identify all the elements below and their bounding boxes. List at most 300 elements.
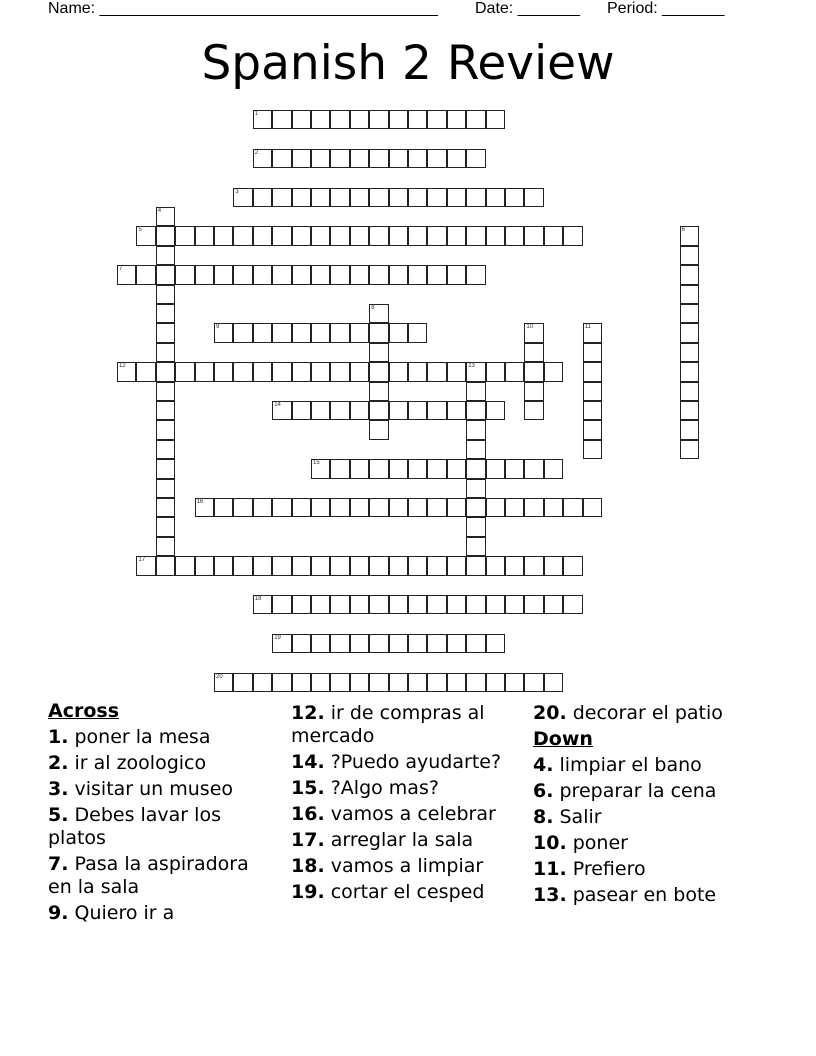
- grid-cell[interactable]: [311, 459, 330, 478]
- grid-cell[interactable]: [233, 362, 252, 381]
- grid-cell[interactable]: [427, 362, 446, 381]
- grid-cell[interactable]: [311, 498, 330, 517]
- grid-cell[interactable]: [505, 498, 524, 517]
- grid-cell[interactable]: [330, 226, 349, 245]
- grid-cell[interactable]: [389, 634, 408, 653]
- grid-cell[interactable]: [389, 401, 408, 420]
- grid-cell[interactable]: [330, 595, 349, 614]
- grid-cell[interactable]: [330, 459, 349, 478]
- clue-number: 16: [196, 499, 204, 505]
- grid-cell[interactable]: [583, 440, 602, 459]
- grid-cell[interactable]: [408, 401, 427, 420]
- grid-cell[interactable]: [311, 188, 330, 207]
- grid-cell[interactable]: [563, 498, 582, 517]
- grid-cell[interactable]: [447, 459, 466, 478]
- grid-cell[interactable]: [486, 362, 505, 381]
- grid-cell[interactable]: [680, 382, 699, 401]
- grid-cell[interactable]: [214, 673, 233, 692]
- grid-cell[interactable]: [330, 498, 349, 517]
- grid-cell[interactable]: [175, 265, 194, 284]
- grid-cell[interactable]: [156, 362, 175, 381]
- grid-cell[interactable]: [330, 673, 349, 692]
- grid-cell[interactable]: [233, 673, 252, 692]
- grid-cell[interactable]: [272, 362, 291, 381]
- grid-cell[interactable]: [136, 556, 155, 575]
- grid-cell[interactable]: [350, 110, 369, 129]
- clue-across-20: 20. decorar el patio: [533, 702, 723, 724]
- grid-cell[interactable]: [156, 517, 175, 536]
- grid-cell[interactable]: [524, 556, 543, 575]
- grid-cell[interactable]: [233, 498, 252, 517]
- grid-cell[interactable]: [311, 556, 330, 575]
- grid-cell[interactable]: [369, 420, 388, 439]
- clue-down-8: 8. Salir: [533, 806, 602, 828]
- clue-across-18: 18. vamos a limpiar: [291, 855, 484, 877]
- grid-cell[interactable]: [350, 265, 369, 284]
- grid-cell[interactable]: [175, 226, 194, 245]
- clue-down-11: 11. Prefiero: [533, 858, 646, 880]
- grid-cell[interactable]: [408, 362, 427, 381]
- grid-cell[interactable]: [427, 110, 446, 129]
- grid-cell[interactable]: [505, 226, 524, 245]
- grid-cell[interactable]: [486, 110, 505, 129]
- grid-cell[interactable]: [195, 498, 214, 517]
- grid-cell[interactable]: [195, 226, 214, 245]
- grid-cell[interactable]: [563, 226, 582, 245]
- grid-cell[interactable]: [156, 343, 175, 362]
- grid-cell[interactable]: [156, 459, 175, 478]
- grid-cell[interactable]: [408, 226, 427, 245]
- grid-cell[interactable]: [311, 323, 330, 342]
- grid-cell[interactable]: [156, 556, 175, 575]
- grid-cell[interactable]: [466, 595, 485, 614]
- grid-cell[interactable]: [292, 149, 311, 168]
- grid-cell[interactable]: [466, 479, 485, 498]
- grid-cell[interactable]: [466, 188, 485, 207]
- grid-cell[interactable]: [253, 556, 272, 575]
- grid-cell[interactable]: [408, 595, 427, 614]
- grid-cell[interactable]: [350, 149, 369, 168]
- grid-cell[interactable]: [156, 285, 175, 304]
- grid-cell[interactable]: [156, 537, 175, 556]
- grid-cell[interactable]: [369, 265, 388, 284]
- grid-cell[interactable]: [583, 382, 602, 401]
- grid-cell[interactable]: [214, 556, 233, 575]
- grid-cell[interactable]: [544, 226, 563, 245]
- grid-cell[interactable]: [253, 673, 272, 692]
- period-field-label[interactable]: Period: _______: [607, 0, 725, 17]
- grid-cell[interactable]: [156, 479, 175, 498]
- grid-cell[interactable]: [486, 226, 505, 245]
- grid-cell[interactable]: [175, 556, 194, 575]
- grid-cell[interactable]: [369, 459, 388, 478]
- grid-cell[interactable]: [311, 149, 330, 168]
- grid-cell[interactable]: [466, 149, 485, 168]
- grid-cell[interactable]: [505, 595, 524, 614]
- grid-cell[interactable]: [330, 634, 349, 653]
- grid-cell[interactable]: [524, 362, 543, 381]
- grid-cell[interactable]: [505, 673, 524, 692]
- grid-cell[interactable]: [544, 498, 563, 517]
- grid-cell[interactable]: [524, 401, 543, 420]
- grid-cell[interactable]: [466, 420, 485, 439]
- grid-cell[interactable]: [563, 595, 582, 614]
- grid-cell[interactable]: [505, 556, 524, 575]
- grid-cell[interactable]: [272, 323, 291, 342]
- grid-cell[interactable]: [466, 517, 485, 536]
- grid-cell[interactable]: [136, 362, 155, 381]
- grid-cell[interactable]: [330, 265, 349, 284]
- grid-cell[interactable]: [292, 362, 311, 381]
- grid-cell[interactable]: [369, 382, 388, 401]
- grid-cell[interactable]: [427, 401, 446, 420]
- grid-cell[interactable]: [427, 226, 446, 245]
- grid-cell[interactable]: [350, 595, 369, 614]
- date-field-label[interactable]: Date: _______: [475, 0, 580, 17]
- grid-cell[interactable]: [117, 265, 136, 284]
- grid-cell[interactable]: [466, 110, 485, 129]
- grid-cell[interactable]: [486, 498, 505, 517]
- grid-cell[interactable]: [427, 556, 446, 575]
- grid-cell[interactable]: [544, 595, 563, 614]
- grid-cell[interactable]: [486, 634, 505, 653]
- grid-cell[interactable]: [233, 323, 252, 342]
- grid-cell[interactable]: [214, 498, 233, 517]
- grid-cell[interactable]: [292, 265, 311, 284]
- grid-cell[interactable]: [447, 362, 466, 381]
- grid-cell[interactable]: [680, 420, 699, 439]
- grid-cell[interactable]: [408, 265, 427, 284]
- grid-cell[interactable]: [466, 382, 485, 401]
- grid-cell[interactable]: [680, 362, 699, 381]
- grid-cell[interactable]: [369, 149, 388, 168]
- grid-cell[interactable]: [408, 634, 427, 653]
- clue-number: 13: [468, 363, 475, 370]
- grid-cell[interactable]: [524, 459, 543, 478]
- grid-cell[interactable]: [408, 673, 427, 692]
- grid-cell[interactable]: [524, 343, 543, 362]
- grid-cell[interactable]: [272, 265, 291, 284]
- grid-cell[interactable]: [427, 265, 446, 284]
- grid-cell[interactable]: [195, 556, 214, 575]
- grid-cell[interactable]: [330, 362, 349, 381]
- grid-cell[interactable]: [524, 226, 543, 245]
- grid-cell[interactable]: [524, 498, 543, 517]
- page-title: Spanish 2 Review: [201, 36, 615, 91]
- grid-cell[interactable]: [350, 188, 369, 207]
- grid-cell[interactable]: [311, 595, 330, 614]
- grid-cell[interactable]: [253, 323, 272, 342]
- grid-cell[interactable]: [447, 188, 466, 207]
- grid-cell[interactable]: [583, 343, 602, 362]
- grid-cell[interactable]: [486, 459, 505, 478]
- grid-cell[interactable]: [389, 362, 408, 381]
- grid-cell[interactable]: [524, 323, 543, 342]
- grid-cell[interactable]: [292, 226, 311, 245]
- grid-cell[interactable]: [214, 265, 233, 284]
- grid-cell[interactable]: [350, 401, 369, 420]
- grid-cell[interactable]: [156, 265, 175, 284]
- grid-cell[interactable]: [680, 343, 699, 362]
- grid-cell[interactable]: [408, 110, 427, 129]
- grid-cell[interactable]: [466, 226, 485, 245]
- grid-cell[interactable]: [447, 634, 466, 653]
- grid-cell[interactable]: [369, 595, 388, 614]
- grid-cell[interactable]: [350, 362, 369, 381]
- grid-cell[interactable]: [156, 382, 175, 401]
- grid-cell[interactable]: [544, 459, 563, 478]
- grid-cell[interactable]: [427, 595, 446, 614]
- grid-cell[interactable]: [583, 420, 602, 439]
- grid-cell[interactable]: [466, 401, 485, 420]
- grid-cell[interactable]: [253, 498, 272, 517]
- grid-cell[interactable]: [272, 673, 291, 692]
- grid-cell[interactable]: [389, 323, 408, 342]
- grid-cell[interactable]: [524, 595, 543, 614]
- grid-cell[interactable]: [156, 440, 175, 459]
- grid-cell[interactable]: [292, 595, 311, 614]
- grid-cell[interactable]: [311, 226, 330, 245]
- clue-number: 19: [274, 634, 281, 641]
- grid-cell[interactable]: [505, 362, 524, 381]
- grid-cell[interactable]: [311, 634, 330, 653]
- clue-down-10: 10. poner: [533, 832, 628, 854]
- grid-cell[interactable]: [583, 362, 602, 381]
- grid-cell[interactable]: [253, 110, 272, 129]
- grid-cell[interactable]: [466, 459, 485, 478]
- grid-cell[interactable]: [369, 362, 388, 381]
- grid-cell[interactable]: [350, 673, 369, 692]
- grid-cell[interactable]: [369, 343, 388, 362]
- grid-cell[interactable]: [408, 556, 427, 575]
- grid-cell[interactable]: [369, 401, 388, 420]
- grid-cell[interactable]: [486, 188, 505, 207]
- grid-cell[interactable]: [466, 362, 485, 381]
- grid-cell[interactable]: [389, 149, 408, 168]
- grid-cell[interactable]: [447, 265, 466, 284]
- grid-cell[interactable]: [330, 556, 349, 575]
- grid-cell[interactable]: [389, 673, 408, 692]
- grid-cell[interactable]: [272, 634, 291, 653]
- grid-cell[interactable]: [136, 265, 155, 284]
- grid-cell[interactable]: [156, 498, 175, 517]
- grid-cell[interactable]: [156, 226, 175, 245]
- grid-cell[interactable]: [583, 323, 602, 342]
- grid-cell[interactable]: [466, 673, 485, 692]
- grid-cell[interactable]: [680, 285, 699, 304]
- grid-cell[interactable]: [272, 401, 291, 420]
- grid-cell[interactable]: [505, 459, 524, 478]
- grid-cell[interactable]: [486, 595, 505, 614]
- grid-cell[interactable]: [389, 265, 408, 284]
- grid-cell[interactable]: [505, 188, 524, 207]
- grid-cell[interactable]: [680, 440, 699, 459]
- grid-cell[interactable]: [214, 362, 233, 381]
- grid-cell[interactable]: [311, 673, 330, 692]
- clue-down-4: 4. limpiar el bano: [533, 754, 702, 776]
- grid-cell[interactable]: [408, 323, 427, 342]
- grid-cell[interactable]: [214, 226, 233, 245]
- grid-cell[interactable]: [544, 556, 563, 575]
- grid-cell[interactable]: [253, 362, 272, 381]
- grid-cell[interactable]: [466, 634, 485, 653]
- grid-cell[interactable]: [272, 226, 291, 245]
- grid-cell[interactable]: [350, 634, 369, 653]
- name-field-label[interactable]: Name: ______________________________________: [48, 0, 438, 17]
- grid-cell[interactable]: [369, 634, 388, 653]
- grid-cell[interactable]: [427, 634, 446, 653]
- grid-cell[interactable]: [466, 440, 485, 459]
- grid-cell[interactable]: [466, 265, 485, 284]
- grid-cell[interactable]: [524, 673, 543, 692]
- grid-cell[interactable]: [486, 673, 505, 692]
- grid-cell[interactable]: [680, 246, 699, 265]
- grid-cell[interactable]: [136, 226, 155, 245]
- grid-cell[interactable]: [292, 110, 311, 129]
- grid-cell[interactable]: [583, 498, 602, 517]
- grid-cell[interactable]: [389, 459, 408, 478]
- grid-cell[interactable]: [350, 459, 369, 478]
- grid-cell[interactable]: [156, 304, 175, 323]
- grid-cell[interactable]: [369, 556, 388, 575]
- grid-cell[interactable]: [427, 459, 446, 478]
- grid-cell[interactable]: [466, 498, 485, 517]
- grid-cell[interactable]: [253, 149, 272, 168]
- grid-cell[interactable]: [292, 673, 311, 692]
- grid-cell[interactable]: [447, 149, 466, 168]
- grid-cell[interactable]: [680, 265, 699, 284]
- grid-cell[interactable]: [466, 537, 485, 556]
- grid-cell[interactable]: [156, 323, 175, 342]
- grid-cell[interactable]: [408, 498, 427, 517]
- grid-cell[interactable]: [233, 226, 252, 245]
- grid-cell[interactable]: [369, 498, 388, 517]
- grid-cell[interactable]: [389, 188, 408, 207]
- grid-cell[interactable]: [427, 188, 446, 207]
- grid-cell[interactable]: [369, 110, 388, 129]
- grid-cell[interactable]: [330, 149, 349, 168]
- grid-cell[interactable]: [272, 110, 291, 129]
- grid-cell[interactable]: [292, 498, 311, 517]
- grid-cell[interactable]: [486, 401, 505, 420]
- grid-cell[interactable]: [408, 149, 427, 168]
- grid-cell[interactable]: [389, 595, 408, 614]
- grid-cell[interactable]: [253, 226, 272, 245]
- clue-across-3: 3. visitar un museo: [48, 778, 234, 800]
- grid-cell[interactable]: [253, 265, 272, 284]
- grid-cell[interactable]: [447, 556, 466, 575]
- grid-cell[interactable]: [427, 673, 446, 692]
- clues-column-3: [533, 702, 773, 910]
- grid-cell[interactable]: [156, 246, 175, 265]
- grid-cell[interactable]: [195, 265, 214, 284]
- grid-cell[interactable]: [369, 323, 388, 342]
- clue-number: 6: [681, 227, 685, 234]
- grid-cell[interactable]: [350, 323, 369, 342]
- grid-cell[interactable]: [272, 149, 291, 168]
- grid-cell[interactable]: [389, 498, 408, 517]
- grid-cell[interactable]: [330, 401, 349, 420]
- grid-cell[interactable]: [214, 323, 233, 342]
- grid-cell[interactable]: [680, 304, 699, 323]
- grid-cell[interactable]: [466, 556, 485, 575]
- grid-cell[interactable]: [311, 362, 330, 381]
- grid-cell[interactable]: [292, 401, 311, 420]
- grid-cell[interactable]: [389, 110, 408, 129]
- grid-cell[interactable]: [292, 323, 311, 342]
- grid-cell[interactable]: [311, 265, 330, 284]
- grid-cell[interactable]: [680, 323, 699, 342]
- grid-cell[interactable]: [447, 226, 466, 245]
- grid-cell[interactable]: [330, 188, 349, 207]
- grid-cell[interactable]: [408, 459, 427, 478]
- grid-cell[interactable]: [292, 556, 311, 575]
- grid-cell[interactable]: [253, 595, 272, 614]
- grid-cell[interactable]: [447, 673, 466, 692]
- grid-cell[interactable]: [447, 110, 466, 129]
- grid-cell[interactable]: [447, 498, 466, 517]
- grid-cell[interactable]: [389, 556, 408, 575]
- grid-cell[interactable]: [583, 401, 602, 420]
- grid-cell[interactable]: [544, 673, 563, 692]
- grid-cell[interactable]: [427, 149, 446, 168]
- grid-cell[interactable]: [330, 323, 349, 342]
- grid-cell[interactable]: [253, 188, 272, 207]
- grid-cell[interactable]: [272, 556, 291, 575]
- grid-cell[interactable]: [680, 401, 699, 420]
- grid-cell[interactable]: [486, 556, 505, 575]
- grid-cell[interactable]: [350, 498, 369, 517]
- grid-cell[interactable]: [272, 595, 291, 614]
- grid-cell[interactable]: [195, 362, 214, 381]
- grid-cell[interactable]: [524, 382, 543, 401]
- grid-cell[interactable]: [156, 401, 175, 420]
- clues-column-1: [48, 700, 273, 928]
- grid-cell[interactable]: [369, 226, 388, 245]
- grid-cell[interactable]: [175, 362, 194, 381]
- grid-cell[interactable]: [156, 207, 175, 226]
- clue-across-14: 14. ?Puedo ayudarte?: [291, 751, 502, 773]
- grid-cell[interactable]: [563, 556, 582, 575]
- grid-cell[interactable]: [233, 188, 252, 207]
- grid-cell[interactable]: [680, 226, 699, 245]
- grid-cell[interactable]: [156, 420, 175, 439]
- grid-cell[interactable]: [292, 188, 311, 207]
- grid-cell[interactable]: [369, 188, 388, 207]
- grid-cell[interactable]: [524, 188, 543, 207]
- grid-cell[interactable]: [233, 265, 252, 284]
- grid-cell[interactable]: [311, 401, 330, 420]
- grid-cell[interactable]: [369, 673, 388, 692]
- grid-cell[interactable]: [544, 362, 563, 381]
- grid-cell[interactable]: [117, 362, 136, 381]
- grid-cell[interactable]: [389, 226, 408, 245]
- grid-cell[interactable]: [350, 556, 369, 575]
- grid-cell[interactable]: [272, 498, 291, 517]
- grid-cell[interactable]: [330, 110, 349, 129]
- grid-cell[interactable]: [272, 188, 291, 207]
- clue-number: 1: [254, 111, 259, 117]
- grid-cell[interactable]: [292, 634, 311, 653]
- grid-cell[interactable]: [311, 110, 330, 129]
- grid-cell[interactable]: [408, 188, 427, 207]
- grid-cell[interactable]: [427, 498, 446, 517]
- grid-cell[interactable]: [447, 595, 466, 614]
- grid-cell[interactable]: [369, 304, 388, 323]
- grid-cell[interactable]: [233, 556, 252, 575]
- grid-cell[interactable]: [447, 401, 466, 420]
- grid-cell[interactable]: [350, 226, 369, 245]
